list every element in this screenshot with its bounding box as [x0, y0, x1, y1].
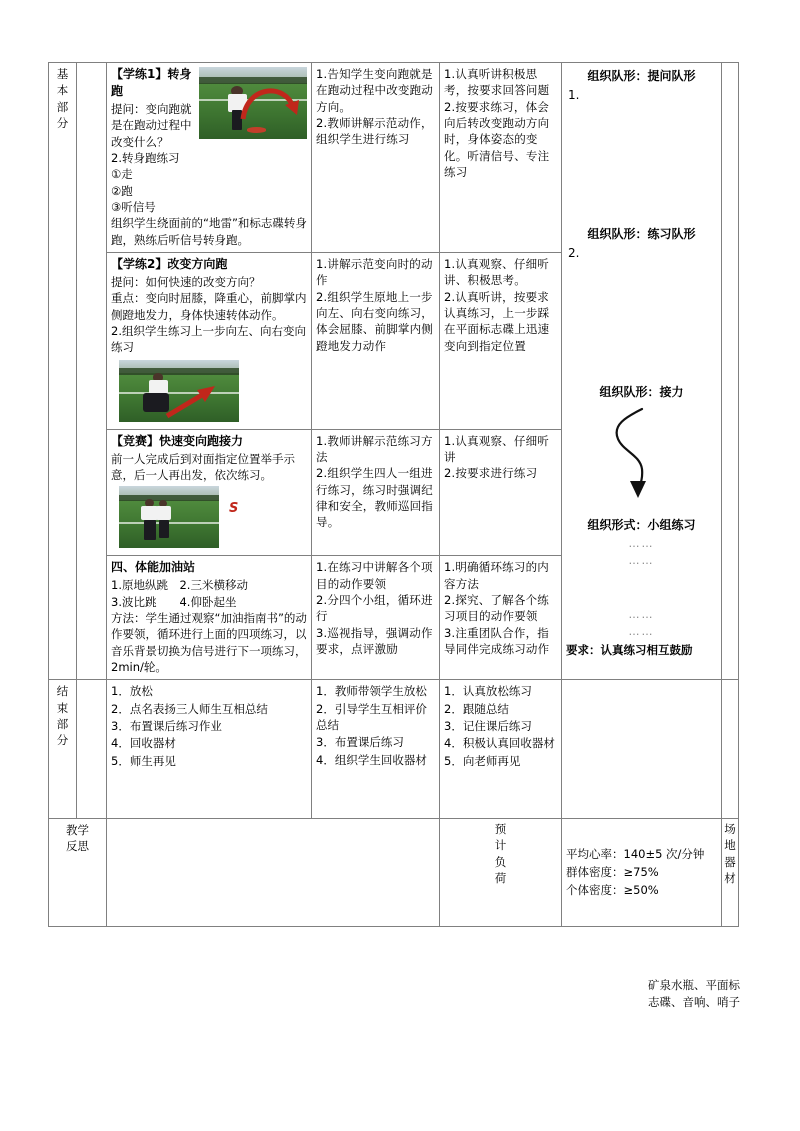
content-cell-end [107, 680, 312, 819]
phase-label-end-char-2: 束 [56, 700, 69, 715]
org-dots-2: …… [628, 553, 655, 567]
table-row-end-part [49, 680, 739, 819]
end-student-line-1: 1．认真放松练习 [444, 684, 532, 699]
load-line-1: 平均心率：140±5 次/分钟 [566, 846, 705, 861]
student-b4-line-3: 3.注重团队合作，指导同伴完成练习动作 [444, 625, 550, 657]
phase-label-main [49, 63, 77, 680]
spare-cell-end [722, 680, 739, 819]
reflection-label [49, 819, 107, 927]
end-teacher-line-3: 3．布置课后练习 [316, 735, 404, 750]
block2-line-2: 重点：变向时屈膝，降重心，前脚掌内侧蹬地发力，身体快速转体动作。 [111, 291, 307, 322]
equipment-label [722, 819, 739, 927]
equipment-label-char-1: 场 [724, 822, 736, 837]
end-content-line-1: 1．放松 [111, 684, 153, 699]
block1-line-1: 提问：变向跑就是在跑动过程中改变什么？ [111, 102, 192, 149]
student-b4-line-1: 1.明确循环练习的内容方法 [444, 560, 549, 591]
red-arrow-overlay [119, 360, 239, 422]
org-num-2: 2. [568, 246, 580, 261]
student-cell-block4 [440, 556, 562, 680]
student-b4-line-2: 2.探究、了解各个练习项目的动作要领 [444, 593, 549, 624]
block4-line-2: 3.波比跳 4.仰卧起坐 [111, 594, 237, 609]
block1-line-5: ③听信号 [111, 200, 156, 215]
block1-line-3: ①走 [111, 167, 133, 182]
end-content-line-5: 5．师生再见 [111, 753, 176, 768]
end-teacher-line-2: 2．引导学生互相评价总结 [316, 701, 427, 733]
block3-line-1: 前一人完成后到对面指定位置举手示意，后一人再出发，依次练习。 [111, 451, 295, 483]
content-cell-block2 [107, 253, 312, 430]
photo-mark-s: S [229, 501, 239, 517]
end-student-line-4: 4．积极认真回收器材 [444, 736, 555, 751]
load-label-char-2: 计 [494, 838, 507, 853]
block1-line-4: ②跑 [111, 183, 133, 198]
end-content-line-3: 3．布置课后练习作业 [111, 719, 222, 734]
org-dots-3: …… [628, 608, 655, 622]
org-title-4: 组织形式：小组练习 [587, 518, 696, 533]
end-student-line-3: 3．记住课后练习 [444, 719, 532, 734]
phase-label-end [49, 680, 77, 819]
block2-line-3: 2.组织学生练习上一步向左、向右变向练习 [111, 324, 306, 355]
block4-heading: 四、体能加油站 [111, 560, 196, 575]
student-b1-line-1: 1.认真听讲积极思考，按要求回答问题 [444, 67, 550, 98]
end-content-line-4: 4．回收器材 [111, 736, 176, 751]
block2-heading: 【学练2】改变方向跑 [111, 257, 228, 272]
org-title-2: 组织队形：练习队形 [587, 227, 696, 242]
block4-line-1: 1.原地纵跳 2.三米横移动 [111, 578, 248, 593]
teacher-b4-line-3: 3.巡视指导，强调动作要求，点评激励 [316, 625, 433, 657]
teacher-cell-block1 [312, 63, 440, 253]
end-student-line-5: 5．向老师再见 [444, 753, 521, 768]
reflection-label-line-1: 教学 [66, 823, 89, 838]
block2-line-1: 提问：如何快速的改变方向？ [111, 275, 261, 290]
teacher-b4-line-2: 2.分四个小组，循环进行 [316, 593, 433, 624]
phase-label-end-char-1: 结 [56, 684, 69, 699]
table-row-reflection [49, 819, 739, 927]
teacher-cell-block2 [312, 253, 440, 430]
block1-heading: 【学练1】转身跑 [111, 67, 192, 99]
student-b2-line-1: 1.认真观察、仔细听讲、积极思考。 [444, 257, 549, 288]
student-cell-block1 [440, 63, 562, 253]
phase-label-main-char-3: 部 [56, 99, 69, 114]
teacher-b2-line-1: 1.讲解示范变向时的动作 [316, 257, 433, 288]
teacher-cell-block3 [312, 429, 440, 556]
content-cell-block1 [107, 63, 312, 253]
photo-relay-queue [119, 486, 219, 548]
phase-label-main-char-4: 分 [56, 115, 69, 130]
block1-line-2: 2.转身跑练习 [111, 151, 180, 166]
reflection-label-line-2: 反思 [66, 839, 89, 854]
student-b1-line-2: 2.按要求练习，体会向后转改变跑动方向时，身体姿态的变化。听清信号、专注练习 [444, 99, 550, 179]
teacher-cell-block4 [312, 556, 440, 680]
block4-line-3: 方法：学生通过观察“加油指南书”的动作要领，循环进行上面的四项练习，以音乐背景切换为信号进行下一项练习，2min/轮。 [111, 611, 307, 675]
org-dots-1: …… [628, 537, 655, 551]
student-cell-end [440, 680, 562, 819]
teacher-b3-line-2: 2.组织学生四人一组进行练习，练习时强调纪律和安全，教师巡回指导。 [316, 466, 433, 530]
photo-direction-change [119, 360, 239, 422]
table-row-main-part [49, 63, 739, 253]
student-b2-line-2: 2.认真听讲，按要求认真练习，上一步踩在平面标志碟上迅速变向到指定位置 [444, 289, 550, 353]
lesson-plan-table [48, 62, 739, 927]
red-arrow-overlay [199, 67, 307, 139]
end-content-line-2: 2．点名表扬三人师生互相总结 [111, 701, 268, 716]
time-cell-main [77, 63, 107, 680]
phase-label-end-char-4: 分 [56, 733, 69, 748]
photo-turn-run [199, 67, 307, 139]
org-title-1: 组织队形：提问队形 [587, 69, 696, 83]
phase-label-main-char-2: 本 [56, 83, 69, 98]
phase-label-end-char-3: 部 [56, 717, 69, 732]
spare-cell-main [722, 63, 739, 680]
load-label-char-1: 预 [494, 822, 507, 837]
phase-label-main-char-1: 基 [56, 67, 69, 81]
load-label-char-4: 荷 [494, 871, 507, 885]
load-label [440, 819, 562, 927]
org-dots-4: …… [628, 624, 655, 638]
teacher-b2-line-2: 2.组织学生原地上一步向左、向右变向练习，体会屈膝、前脚掌内侧蹬地发力动作 [316, 289, 433, 353]
load-line-2: 群体密度：≥75% [566, 864, 659, 879]
teacher-b1-line-1: 1.告知学生变向跑就是在跑动过程中改变跑动方向。 [316, 67, 433, 114]
equipment-label-char-4: 材 [724, 871, 736, 885]
block3-heading: 【竞赛】快速变向跑接力 [111, 433, 244, 448]
organization-cell-end [562, 680, 722, 819]
load-label-char-3: 负 [494, 854, 507, 869]
end-student-line-2: 2．跟随总结 [444, 701, 509, 716]
relay-arrow-diagram [566, 403, 717, 499]
student-cell-block2 [440, 253, 562, 430]
teacher-b3-line-1: 1.教师讲解示范练习方法 [316, 433, 433, 465]
student-b3-line-1: 1.认真观察、仔细听讲 [444, 433, 549, 465]
organization-cell-main [562, 63, 722, 680]
equipment-text: 矿泉水瓶、平面标志碟、音响、哨子 [648, 978, 740, 1009]
end-teacher-line-1: 1．教师带领学生放松 [316, 684, 427, 699]
student-b3-line-2: 2.按要求进行练习 [444, 466, 538, 481]
equipment-label-char-3: 器 [724, 854, 736, 869]
end-teacher-line-4: 4．组织学生回收器材 [316, 752, 427, 767]
content-cell-block3 [107, 429, 312, 556]
teacher-cell-end [312, 680, 440, 819]
teacher-b1-line-2: 2.教师讲解示范动作，组织学生进行练习 [316, 115, 433, 147]
block1-line-6: 组织学生绕面前的“地雷”和标志碟转身跑，熟练后听信号转身跑。 [111, 216, 307, 247]
reflection-content[interactable] [107, 819, 440, 927]
org-title-3: 组织队形：接力 [599, 385, 684, 400]
time-cell-end [77, 680, 107, 819]
org-num-1: 1. [568, 88, 580, 103]
curved-arrow-icon [596, 403, 676, 499]
student-cell-block3 [440, 429, 562, 556]
content-cell-block4 [107, 556, 312, 680]
equipment-label-char-2: 地 [724, 838, 736, 853]
load-values [562, 819, 722, 927]
teacher-b4-line-1: 1.在练习中讲解各个项目的动作要领 [316, 560, 433, 591]
org-requirement: 要求：认真练习相互鼓励 [566, 643, 693, 658]
load-line-3: 个体密度：≥50% [566, 883, 659, 898]
